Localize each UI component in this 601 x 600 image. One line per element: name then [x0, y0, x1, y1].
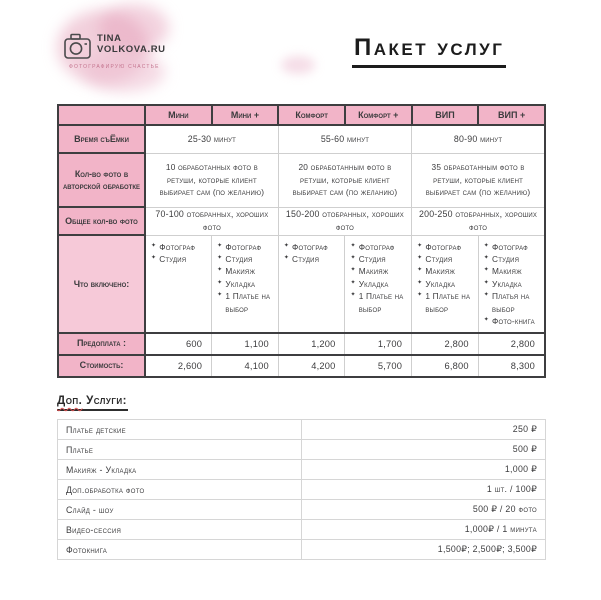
cost-value: 6,800 — [412, 355, 479, 377]
service-price: 500 ₽ / 20 фото — [302, 500, 546, 520]
service-price: 500 ₽ — [302, 440, 546, 460]
included-list — [145, 235, 212, 333]
included-item: ✦ 1 Платье на выбор — [350, 291, 404, 314]
included-item: ✦ Студия — [483, 253, 520, 264]
included-list — [478, 235, 545, 333]
column-header-mini: Мини — [145, 105, 212, 125]
bullet-icon: ✦ — [151, 254, 157, 261]
bullet-icon: ✦ — [417, 254, 423, 261]
included-item: ✦ Фотограф — [350, 241, 395, 252]
bullet-icon: ✦ — [283, 254, 290, 261]
included-item: ✦ Студия — [350, 253, 386, 264]
bullet-icon: ✦ — [483, 267, 490, 274]
row-label-cost: Стоимость: — [58, 355, 145, 377]
service-price: 1,000 ₽ — [302, 460, 546, 480]
bullet-icon: ✦ — [283, 242, 290, 249]
service-name: Фотокнига — [58, 540, 302, 560]
included-item: ✦ 1 Платье на выбор — [417, 291, 471, 314]
bullet-icon: ✦ — [483, 279, 490, 286]
bullet-icon: ✦ — [417, 267, 423, 274]
included-list — [212, 235, 279, 333]
service-row — [58, 540, 546, 560]
included-item: ✦ Укладка — [417, 278, 456, 289]
column-header-vip-plus: ВИП + — [478, 105, 545, 125]
page-title: Пакет услуг — [352, 34, 506, 68]
included-item: ✦ Фото-книга — [483, 316, 535, 327]
included-item: ✦ Макияж — [417, 266, 456, 277]
bullet-icon: ✦ — [151, 242, 157, 249]
retouched-value: 35 обработанным фото в ретуши, которые клиент выбирает сам (по желанию) — [412, 153, 545, 207]
included-list — [278, 235, 345, 333]
bullet-icon: ✦ — [483, 317, 490, 324]
bullet-icon: ✦ — [417, 242, 423, 249]
package-table-container — [57, 104, 546, 378]
table-row-included — [58, 235, 545, 333]
bullet-icon: ✦ — [217, 292, 223, 299]
included-item: ✦ Платья на выбор — [483, 291, 530, 314]
included-list — [345, 235, 412, 333]
logo-tagline: ФОТОГРАФИРУЮ СЧАСТЬЕ — [69, 64, 160, 70]
cost-value: 4,200 — [278, 355, 345, 377]
total-value: 70-100 отобранных, хороших фото — [145, 207, 278, 235]
table-row-cost — [58, 355, 545, 377]
included-item: ✦ Макияж — [350, 266, 389, 277]
row-label-included: Что включено: — [58, 235, 145, 333]
included-item: ✦ Фотограф — [283, 241, 328, 252]
extra-services-heading — [57, 395, 128, 411]
bullet-icon: ✦ — [350, 254, 356, 261]
column-header-comfort: Комфорт — [278, 105, 345, 125]
service-name: Слайд - шоу — [58, 500, 302, 520]
retouched-value: 10 обработанных фото в ретуши, которые клиент выбирает сам (по желанию) — [145, 153, 278, 207]
brand-text — [97, 34, 166, 56]
bullet-icon: ✦ — [217, 267, 223, 274]
service-price: 1,000₽ / 1 минута — [302, 520, 546, 540]
prepayment-value: 2,800 — [412, 333, 479, 355]
service-name: Доп.обработка фото — [58, 480, 302, 500]
extra-heading-word2: Услуги: — [86, 395, 128, 407]
package-table — [57, 104, 546, 378]
time-value: 25-30 минут — [145, 125, 278, 153]
included-item: ✦ Фотограф — [151, 241, 196, 252]
row-label-time: Время съЁмки — [58, 125, 145, 153]
retouched-value: 20 обработанным фото в ретуши, которые клиент выбирает сам (по желанию) — [278, 153, 411, 207]
bullet-icon: ✦ — [350, 292, 356, 299]
service-row — [58, 460, 546, 480]
corner-cell — [58, 105, 145, 125]
bullet-icon: ✦ — [350, 267, 356, 274]
extra-services-table — [57, 419, 546, 560]
included-list — [412, 235, 479, 333]
table-row-retouched-photos — [58, 153, 545, 207]
row-label-prepayment: Предоплата : — [58, 333, 145, 355]
bullet-icon: ✦ — [217, 242, 223, 249]
included-item: ✦ 1 Платье на выбор — [217, 291, 271, 314]
watercolor-blob — [85, 52, 165, 92]
bullet-icon: ✦ — [417, 292, 423, 299]
brand-line1: TINA — [97, 33, 122, 44]
prepayment-value: 1,200 — [278, 333, 345, 355]
service-row — [58, 500, 546, 520]
bullet-icon: ✦ — [483, 242, 490, 249]
service-name: Платье — [58, 440, 302, 460]
service-row — [58, 520, 546, 540]
prepayment-value: 600 — [145, 333, 212, 355]
service-name: Видео-сессия — [58, 520, 302, 540]
time-value: 80-90 минут — [412, 125, 545, 153]
prepayment-value: 2,800 — [478, 333, 545, 355]
row-label-total: Общее кол-во фото — [58, 207, 145, 235]
camera-icon — [63, 32, 95, 62]
table-row-prepayment — [58, 333, 545, 355]
included-item: ✦ Укладка — [483, 278, 522, 289]
column-header-mini-plus: Мини + — [212, 105, 279, 125]
service-name: Платье детские — [58, 420, 302, 440]
bullet-icon: ✦ — [350, 279, 356, 286]
included-item: ✦ Студия — [151, 253, 187, 264]
bullet-icon: ✦ — [217, 254, 223, 261]
cost-value: 8,300 — [478, 355, 545, 377]
service-price: 1,500₽; 2,500₽; 3,500₽ — [302, 540, 546, 560]
total-value: 200-250 отобранных, хороших фото — [412, 207, 545, 235]
table-row-time — [58, 125, 545, 153]
service-price: 1 шт. / 100₽ — [302, 480, 546, 500]
prepayment-value: 1,700 — [345, 333, 412, 355]
bullet-icon: ✦ — [483, 254, 490, 261]
included-item: ✦ Студия — [417, 253, 453, 264]
column-header-comfort-plus: Комфорт + — [345, 105, 412, 125]
service-row — [58, 420, 546, 440]
total-value: 150-200 отобранных, хороших фото — [278, 207, 411, 235]
service-row — [58, 440, 546, 460]
cost-value: 2,600 — [145, 355, 212, 377]
time-value: 55-60 минут — [278, 125, 411, 153]
included-item: ✦ Фотограф — [483, 241, 528, 252]
service-price: 250 ₽ — [302, 420, 546, 440]
table-row-total-photos — [58, 207, 545, 235]
included-item: ✦ Укладка — [350, 278, 389, 289]
service-row — [58, 480, 546, 500]
brand-line2: VOLKOVA.RU — [97, 43, 166, 55]
bullet-icon: ✦ — [350, 242, 356, 249]
service-name: Макияж - Укладка — [58, 460, 302, 480]
bullet-icon: ✦ — [417, 279, 423, 286]
row-label-retouched: Кол-во фото в авторской обработке — [58, 153, 145, 207]
cost-value: 4,100 — [212, 355, 279, 377]
prepayment-value: 1,100 — [212, 333, 279, 355]
logo — [55, 4, 325, 99]
included-item: ✦ Укладка — [217, 278, 256, 289]
bullet-icon: ✦ — [217, 279, 223, 286]
extra-heading-word1: Доп. — [57, 395, 83, 407]
watercolor-blob — [281, 56, 315, 74]
extra-services-container — [57, 419, 546, 560]
included-item: ✦ Фотограф — [217, 241, 262, 252]
bullet-icon: ✦ — [483, 292, 490, 299]
column-header-vip: ВИП — [412, 105, 479, 125]
cost-value: 5,700 — [345, 355, 412, 377]
included-item: ✦ Макияж — [217, 266, 256, 277]
header-row — [58, 105, 545, 125]
included-item: ✦ Макияж — [483, 266, 522, 277]
included-item: ✦ Студия — [283, 253, 320, 264]
included-item: ✦ Студия — [217, 253, 253, 264]
included-item: ✦ Фотограф — [417, 241, 462, 252]
